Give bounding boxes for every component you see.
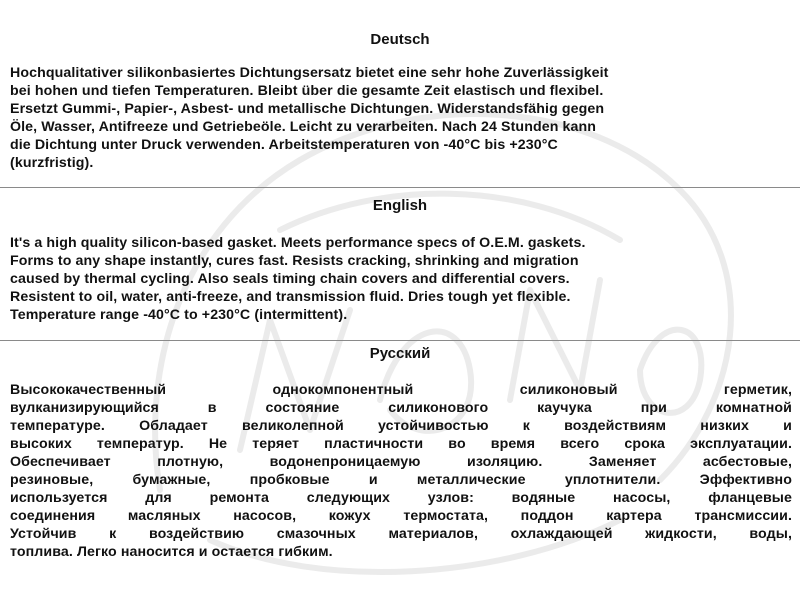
paragraph-line: Обеспечивает плотную, водонепроницаемую изоляцию. Заменяет асбестовые, xyxy=(10,454,792,470)
paragraph-english xyxy=(10,234,792,324)
paragraph-line: Forms to any shape instantly, cures fast. Resists cracking, shrinking and migration xyxy=(10,253,579,269)
paragraph-line: Temperature range -40°C to +230°C (intermittent). xyxy=(10,307,348,323)
paragraph-russian xyxy=(10,381,792,561)
paragraph-line: Высококачественный однокомпонентный силиконовый герметик, xyxy=(10,382,792,398)
paragraph-line: It's a high quality silicon-based gasket. Meets performance specs of O.E.M. gaskets. xyxy=(10,235,586,251)
section-divider xyxy=(0,187,800,188)
heading-english: English xyxy=(372,197,428,214)
paragraph-line: соединения масляных насосов, кожух термостата, поддон картера трансмиссии. xyxy=(10,508,792,524)
paragraph-line: Hochqualitativer silikonbasiertes Dichtungsersatz bietet eine sehr hohe Zuverlässigkeit xyxy=(10,65,609,81)
heading-russian: Русский xyxy=(369,345,431,362)
paragraph-line: die Dichtung unter Druck verwenden. Arbeitstemperaturen von -40°C bis +230°C xyxy=(10,137,558,153)
section-divider xyxy=(0,340,800,341)
paragraph-line: caused by thermal cycling. Also seals timing chain covers and differential covers. xyxy=(10,271,570,287)
paragraph-line: (kurzfristig). xyxy=(10,155,94,171)
paragraph-line: Öle, Wasser, Antifreeze und Getriebeöle. Leicht zu verarbeiten. Nach 24 Stunden kann xyxy=(10,119,597,135)
paragraph-line: используется для ремонта следующих узлов: водяные насосы, фланцевые xyxy=(10,490,792,506)
paragraph-line: Ersetzt Gummi-, Papier-, Asbest- und metallische Dichtungen. Widerstandsfähig gegen xyxy=(10,101,605,117)
paragraph-line: Устойчив к воздействию смазочных материалов, охлаждающей жидкости, воды, xyxy=(10,526,792,542)
paragraph-line: bei hohen und tiefen Temperaturen. Bleibt über die gesamte Zeit elastisch und flexibel. xyxy=(10,83,604,99)
paragraph-deutsch xyxy=(10,64,792,172)
paragraph-line: вулканизирующийся в состояние силиконового каучука при комнатной xyxy=(10,400,792,416)
paragraph-line: высоких температур. Не теряет пластичности во время всего срока эксплуатации. xyxy=(10,436,792,452)
heading-deutsch: Deutsch xyxy=(370,31,430,48)
paragraph-line: Resistent to oil, water, anti-freeze, and transmission fluid. Dries tough yet flexible. xyxy=(10,289,571,305)
paragraph-line: топлива. Легко наносится и остается гибким. xyxy=(10,544,333,560)
paragraph-line: температуре. Обладает великолепной устойчивостью к воздействиям низких и xyxy=(10,418,792,434)
paragraph-line: резиновые, бумажные, пробковые и металлические уплотнители. Эффективно xyxy=(10,472,792,488)
